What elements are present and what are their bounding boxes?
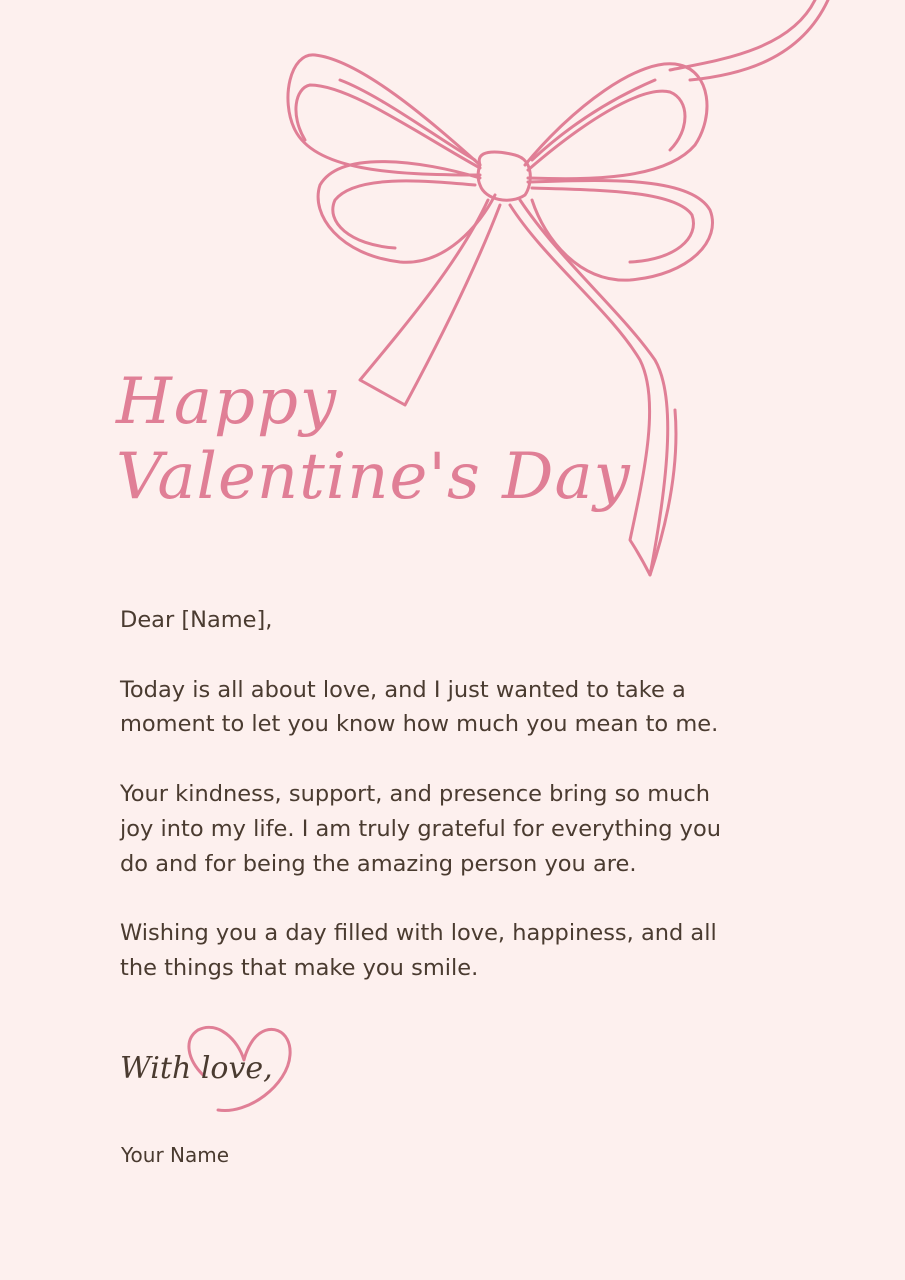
signoff-text: With love, xyxy=(120,1051,273,1086)
paragraph: Today is all about love, and I just wanted to take a moment to let you know how much you mean to me. xyxy=(120,676,719,738)
signoff-block xyxy=(116,1015,316,1130)
signature-name: Your Name xyxy=(121,1143,230,1167)
title-line-valentines-day: Valentine's Day xyxy=(116,440,631,515)
paragraph: Wishing you a day filled with love, happiness, and all the things that make you smile. xyxy=(120,920,717,981)
letter-body xyxy=(120,603,740,1021)
paragraph: Your kindness, support, and presence bring so much joy into my life. I am truly grateful for everything you do and for being the amazing person you are. xyxy=(120,780,721,877)
title-line-happy: Happy xyxy=(116,365,339,439)
greeting-title xyxy=(116,365,631,515)
salutation: Dear [Name], xyxy=(120,607,273,633)
